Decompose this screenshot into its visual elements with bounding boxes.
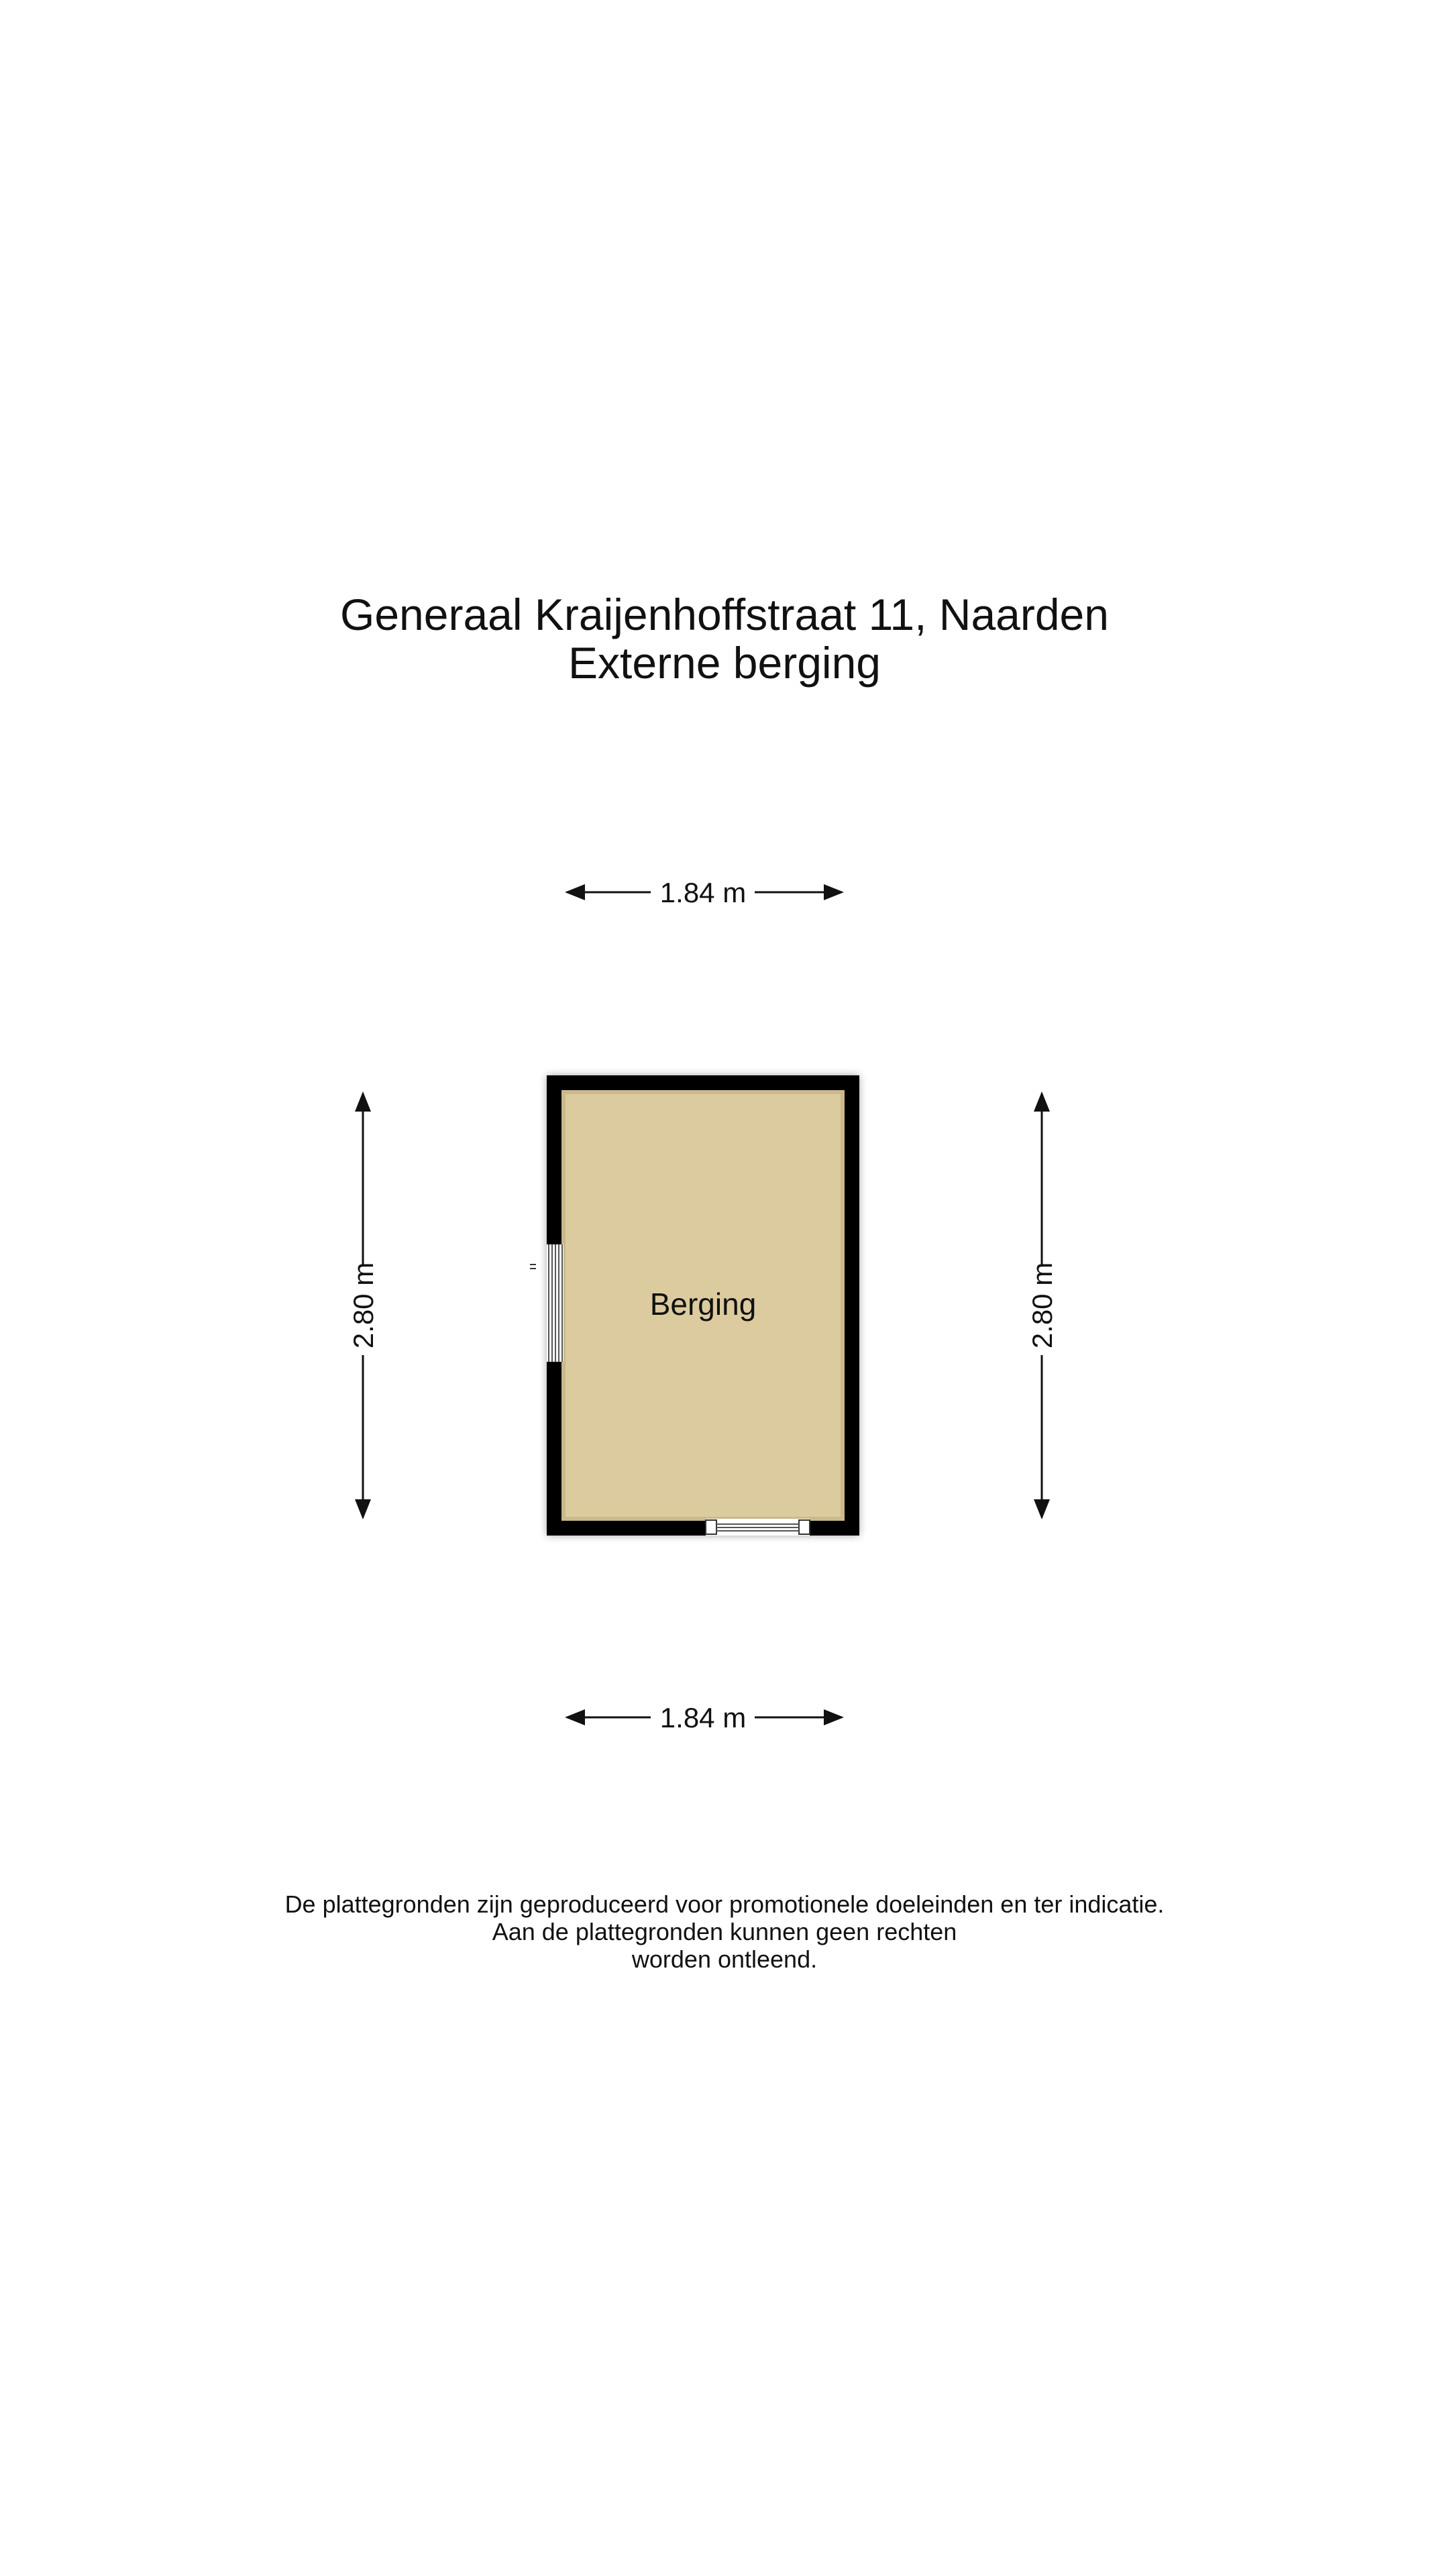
top-dimension-label: 1.84 m <box>659 877 747 908</box>
bottom-window <box>706 1519 810 1536</box>
address-title: Generaal Kraijenhoffstraat 11, Naarden <box>340 590 1109 639</box>
bottom-window-frame-left <box>706 1520 716 1534</box>
bottom-dimension <box>567 1702 842 1733</box>
bottom-dimension-label: 1.84 m <box>659 1702 747 1733</box>
left-dimension-label: 2.80 m <box>347 1262 379 1349</box>
disclaimer-line-3: worden ontleend. <box>631 1945 818 1973</box>
right-dimension-label: 2.80 m <box>1026 1262 1058 1349</box>
right-dimension <box>1026 1093 1058 1517</box>
disclaimer-line-2: Aan de plattegronden kunnen geen rechten <box>492 1918 957 1945</box>
floor-title: Externe berging <box>568 638 881 688</box>
left-dimension <box>347 1093 379 1517</box>
room-label: Berging <box>649 1287 757 1322</box>
top-dimension <box>567 877 842 908</box>
bottom-window-frame-right <box>799 1520 810 1534</box>
left-door <box>530 1244 564 1362</box>
disclaimer <box>0 1890 1449 1973</box>
disclaimer-line-1: De plattegronden zijn geproduceerd voor promotionele doeleinden en ter indicatie. <box>284 1890 1165 1918</box>
